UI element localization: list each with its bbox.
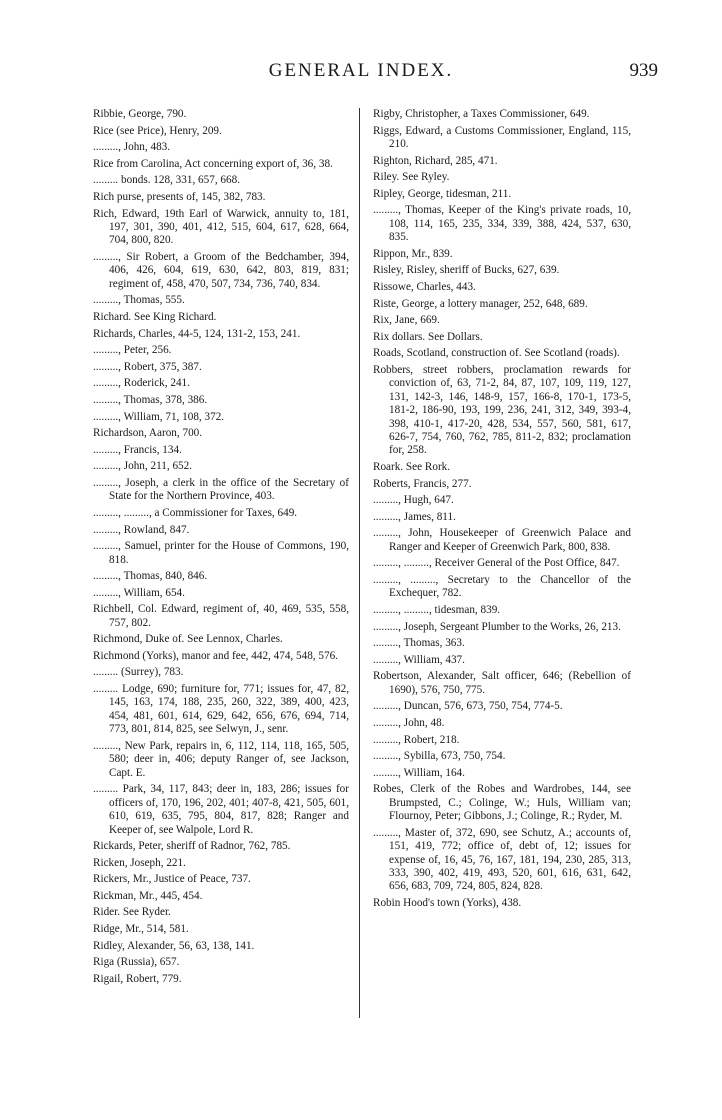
index-entry: ........., Sybilla, 673, 750, 754. — [373, 750, 506, 763]
index-entry: ........., William, 71, 108, 372. — [93, 410, 225, 423]
index-entry: Richardson, Aaron, 700. — [93, 427, 203, 440]
index-entry: Rice (see Price), Henry, 209. — [93, 124, 222, 137]
index-entry: ........., Thomas, 555. — [93, 294, 185, 307]
index-entry: ........., John, 483. — [93, 141, 171, 154]
index-entry: Robertson, Alexander, Salt officer, 646; (Rebellion of 1690), 576, 750, 775. — [373, 670, 631, 696]
index-entry: ......... bonds. 128, 331, 657, 668. — [93, 174, 240, 187]
index-entry: Ricken, Joseph, 221. — [93, 856, 186, 869]
index-entry: Riggs, Edward, a Customs Commissioner, England, 115, 210. — [373, 124, 631, 150]
index-entry: Rickers, Mr., Justice of Peace, 737. — [93, 873, 251, 886]
index-entry: ........., Thomas, 378, 386. — [93, 393, 208, 406]
index-entry: Robin Hood's town (Yorks), 438. — [373, 896, 522, 909]
index-entry: Rissowe, Charles, 443. — [373, 280, 476, 293]
index-entry: Roberts, Francis, 277. — [373, 477, 472, 490]
index-entry: ........., Thomas, 840, 846. — [93, 570, 208, 583]
index-entry: Righton, Richard, 285, 471. — [373, 154, 498, 167]
index-entry: Ribbie, George, 790. — [93, 108, 187, 120]
index-entry: Richmond, Duke of. See Lennox, Charles. — [93, 633, 283, 646]
index-entry: Robbers, street robbers, proclamation rewards for conviction of, 63, 71-2, 84, 87, 107, 109, 119, 127, 131, 142-3, 146, 148-9, 157, 166-8, 170-1, 173-5, 181-2, 186-90, 193, 199, 236, 241, 312, 349, 393-4, 398, 410-1, 417-20, 428, 534, 557, 560, 581, 617, 626-7, 754, 760, 762, 785, 811-2, 832; proclamation for, 258. — [373, 363, 631, 457]
index-entry: ........., Duncan, 576, 673, 750, 754, 774-5. — [373, 700, 563, 713]
index-entry: ......... (Surrey), 783. — [93, 666, 184, 679]
index-entry: Richmond (Yorks), manor and fee, 442, 474, 548, 576. — [93, 649, 338, 662]
index-entry: ........., New Park, repairs in, 6, 112, 114, 118, 165, 505, 580; deer in, 406; deputy Ranger of, see Jackson, Capt. E. — [93, 739, 349, 779]
index-entry: Riste, George, a lottery manager, 252, 648, 689. — [373, 297, 588, 310]
index-entry: ......... Park, 34, 117, 843; deer in, 183, 286; issues for officers of, 170, 196, 202, 401; 407-8, 421, 505, 601, 610, 619, 635, 795, 804, 817, 828; Ranger and Keeper of, see Walpole, Lord R. — [93, 783, 349, 836]
index-entry: Rider. See Ryder. — [93, 906, 171, 919]
index-entry: ........., Sir Robert, a Groom of the Bedchamber, 394, 406, 426, 604, 619, 630, 642, 803, 819, 831; regiment of, 458, 470, 507, 734, 736, 740, 834. — [93, 250, 349, 290]
index-entry: ........., Master of, 372, 690, see Schutz, A.; accounts of, 151, 419, 772; office of, debt of, 12; issues for expense of, 16, 45, 76, 167, 181, 194, 230, 285, 313, 333, 390, 402, 419, 493, 520, 601, 616, 631, 642, 656, 683, 709, 724, 805, 824, 828. — [373, 826, 631, 893]
index-entry: Roark. See Rork. — [373, 460, 451, 473]
page-title: GENERAL INDEX. — [268, 60, 454, 81]
index-entry: Richbell, Col. Edward, regiment of, 40, 469, 535, 558, 757, 802. — [93, 603, 349, 629]
index-entry: ........., Peter, 256. — [93, 344, 172, 357]
column-divider — [359, 108, 360, 1018]
page-number: 939 — [629, 60, 658, 81]
index-entry: Riley. See Ryley. — [373, 171, 450, 184]
index-entry: Rix, Jane, 669. — [373, 314, 440, 327]
index-entry: Richard. See King Richard. — [93, 310, 217, 323]
index-entry: ........., Robert, 218. — [373, 733, 460, 746]
index-entry: Rix dollars. See Dollars. — [373, 330, 483, 343]
index-entry: Rickards, Peter, sheriff of Radnor, 762, 785. — [93, 840, 291, 853]
index-entry: Rich, Edward, 19th Earl of Warwick, annuity to, 181, 197, 301, 390, 401, 412, 515, 604, 617, 628, 664, 704, 800, 820. — [93, 207, 349, 247]
index-entry: ........., Hugh, 647. — [373, 494, 454, 507]
index-entry: Ripley, George, tidesman, 211. — [373, 187, 512, 200]
index-entry: Rigail, Robert, 779. — [93, 972, 182, 985]
index-entry: ........., Thomas, 363. — [373, 637, 465, 650]
index-column-left — [93, 108, 349, 989]
index-entry: ........., William, 437. — [373, 653, 465, 666]
index-entry: ........., John, 211, 652. — [93, 460, 193, 473]
index-entry: ........., ........., a Commissioner for Taxes, 649. — [93, 506, 298, 519]
index-entry: Robes, Clerk of the Robes and Wardrobes, 144, see Brumpsted, C.; Colinge, W.; Huls, William van; Flournoy, Peter; Gibbons, J.; Colinge, R.; Ryder, M. — [373, 783, 631, 823]
index-entry: ........., Roderick, 241. — [93, 377, 190, 390]
index-entry: ........., Rowland, 847. — [93, 523, 190, 536]
index-entry: Rippon, Mr., 839. — [373, 247, 453, 260]
index-entry: Roads, Scotland, construction of. See Scotland (roads). — [373, 347, 620, 360]
index-entry: Rich purse, presents of, 145, 382, 783. — [93, 190, 266, 203]
index-entry: ........., William, 654. — [93, 586, 185, 599]
index-entry: ........., John, 48. — [373, 716, 445, 729]
index-entry: Ridge, Mr., 514, 581. — [93, 923, 189, 936]
index-entry: ........., Joseph, a clerk in the office of the Secretary of State for the Northern Province, 403. — [93, 476, 349, 503]
index-entry: ........., Francis, 134. — [93, 443, 182, 456]
index-entry: ........., Samuel, printer for the House of Commons, 190, 818. — [93, 540, 349, 566]
index-entry: ......... Lodge, 690; furniture for, 771; issues for, 47, 82, 145, 163, 174, 188, 235, 260, 322, 389, 400, 423, 454, 481, 601, 614, 629, 642, 656, 676, 694, 714, 773, 801, 814, 825, see Selwyn, J., senr. — [93, 683, 349, 736]
index-entry: Rice from Carolina, Act concerning export of, 36, 38. — [93, 157, 333, 170]
index-entry: Ridley, Alexander, 56, 63, 138, 141. — [93, 939, 255, 952]
index-column-right — [373, 108, 631, 914]
index-entry: ........., Thomas, Keeper of the King's private roads, 10, 108, 114, 165, 235, 334, 339, 388, 424, 537, 630, 835. — [373, 204, 631, 244]
index-entry: ........., ........., Receiver General of the Post Office, 847. — [373, 557, 620, 570]
index-entry: Riga (Russia), 657. — [93, 956, 180, 969]
index-entry: ........., ........., tidesman, 839. — [373, 603, 501, 616]
index-entry: Rigby, Christopher, a Taxes Commissioner, 649. — [373, 108, 590, 120]
index-entry: Richards, Charles, 44-5, 124, 131-2, 153, 241. — [93, 327, 301, 340]
index-entry: Risley, Risley, sheriff of Bucks, 627, 639. — [373, 264, 560, 277]
page-header — [0, 60, 722, 90]
index-entry: ........., Robert, 375, 387. — [93, 360, 202, 373]
index-entry: ........., ........., Secretary to the Chancellor of the Exchequer, 782. — [373, 573, 631, 600]
index-entry: ........., Joseph, Sergeant Plumber to the Works, 26, 213. — [373, 620, 621, 633]
index-entry: ........., William, 164. — [373, 766, 465, 779]
index-entry: ........., John, Housekeeper of Greenwich Palace and Ranger and Keeper of Greenwich Park, 800, 838. — [373, 527, 631, 553]
index-entry: Rickman, Mr., 445, 454. — [93, 889, 203, 902]
index-entry: ........., James, 811. — [373, 510, 456, 523]
